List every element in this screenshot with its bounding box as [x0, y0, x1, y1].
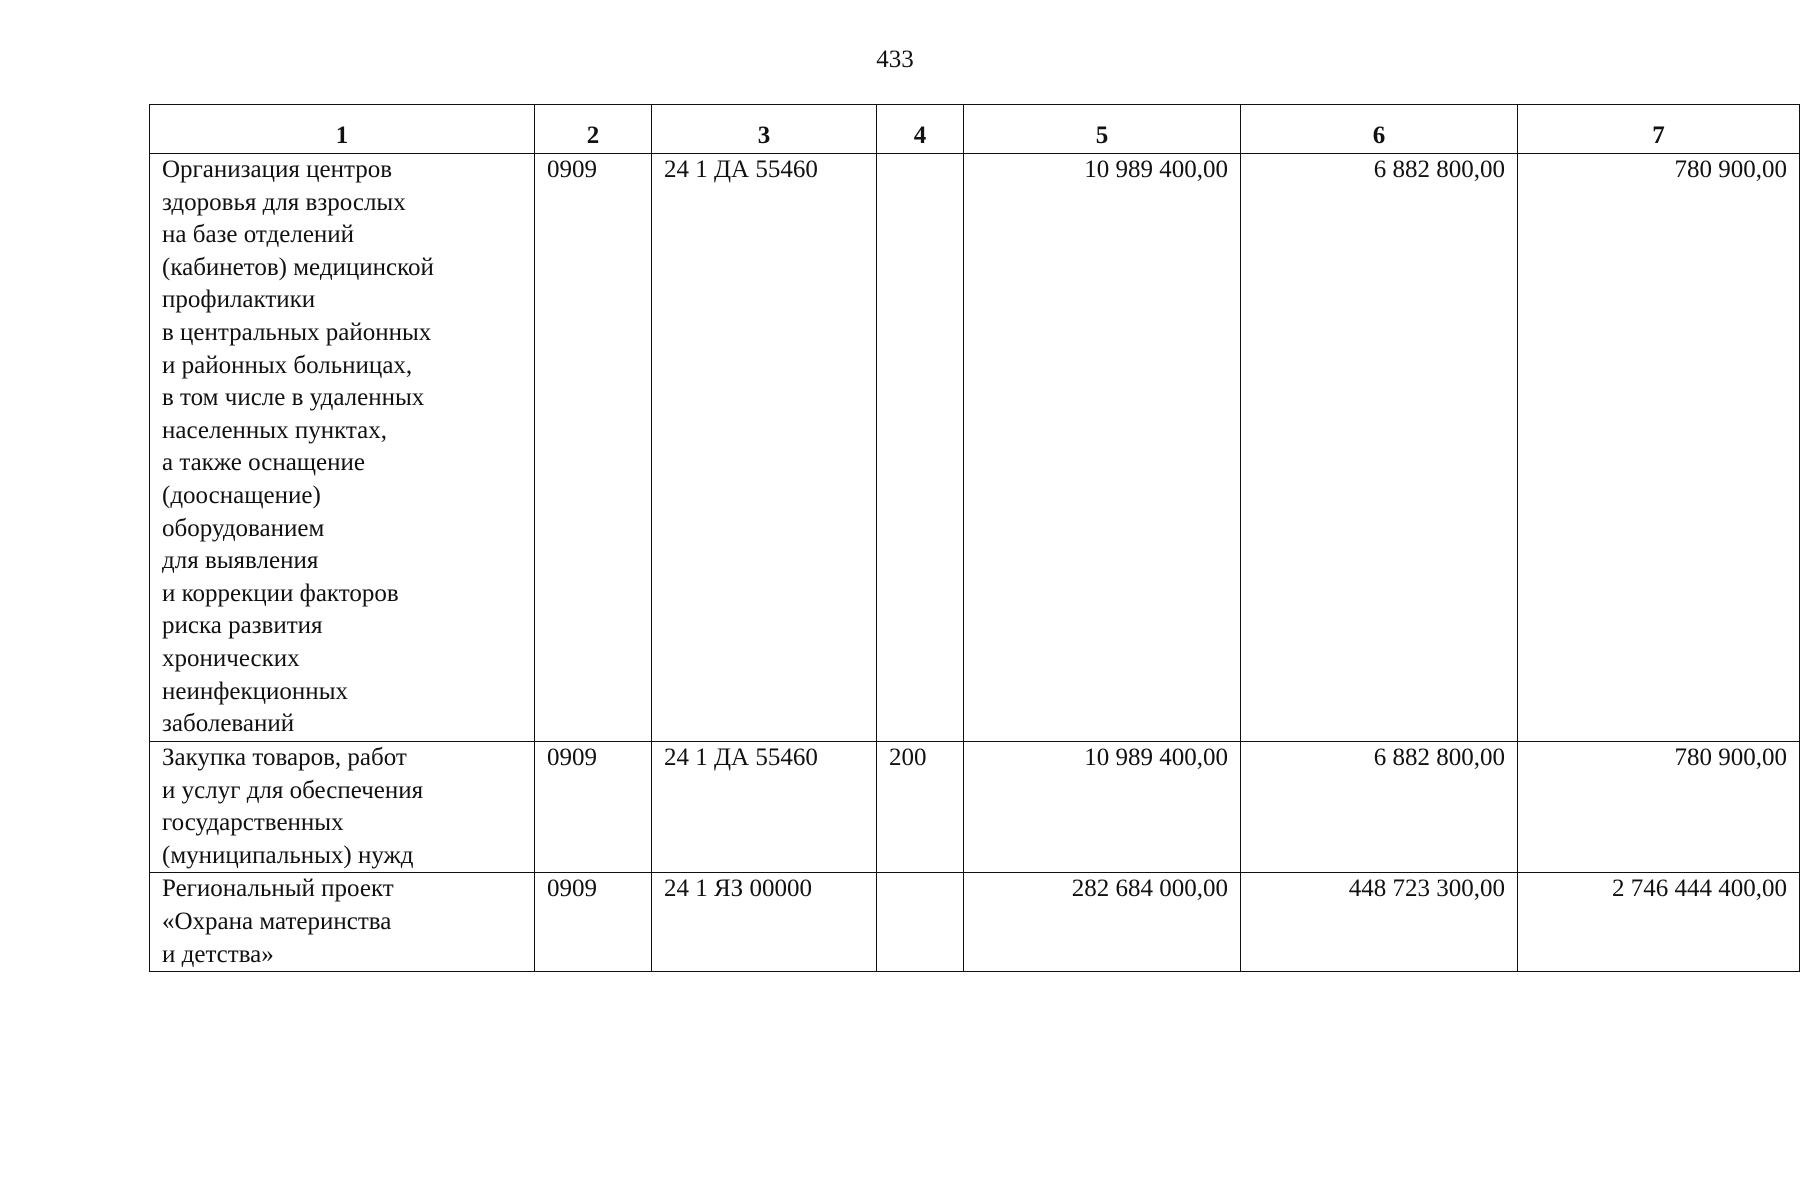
- table-row: [150, 154, 1800, 742]
- row-expense-type: 200: [877, 742, 964, 873]
- column-header-7: 7: [1518, 105, 1800, 154]
- row-value-5: 282 684 000,00: [964, 873, 1241, 972]
- column-header-5: 5: [964, 105, 1241, 154]
- row-target-code: 24 1 ДА 55460: [652, 154, 877, 742]
- page-number: 433: [876, 46, 914, 73]
- row-value-6: 6 882 800,00: [1241, 154, 1518, 742]
- row-value-6: 448 723 300,00: [1241, 873, 1518, 972]
- row-target-code: 24 1 ДА 55460: [652, 742, 877, 873]
- row-name: Закупка товаров, работ и услуг для обеспечения государственных (муниципальных) нужд: [150, 742, 535, 873]
- row-value-7: 780 900,00: [1518, 742, 1800, 873]
- column-header-6: 6: [1241, 105, 1518, 154]
- row-value-7: 2 746 444 400,00: [1518, 873, 1800, 972]
- row-expense-type: [877, 873, 964, 972]
- row-value-5: 10 989 400,00: [964, 742, 1241, 873]
- row-value-7: 780 900,00: [1518, 154, 1800, 742]
- table-row: [150, 742, 1800, 873]
- row-section-code: 0909: [535, 154, 652, 742]
- column-header-4: 4: [877, 105, 964, 154]
- row-name: Организация центров здоровья для взрослых на базе отделений (кабинетов) медицинской профилактики в центральных районных и районных больницах, в том числе в удаленных населенных пунктах, а также оснащение (дооснащение) оборудованием для выявления и коррекции факторов риска развития хронических неинфекционных заболеваний: [150, 154, 535, 742]
- column-header-1: 1: [150, 105, 535, 154]
- row-section-code: 0909: [535, 873, 652, 972]
- table-row: [150, 873, 1800, 972]
- row-name: Региональный проект «Охрана материнства и детства»: [150, 873, 535, 972]
- budget-table: [149, 104, 1800, 972]
- row-section-code: 0909: [535, 742, 652, 873]
- column-header-2: 2: [535, 105, 652, 154]
- table-header-row: [150, 105, 1800, 154]
- column-header-3: 3: [652, 105, 877, 154]
- row-expense-type: [877, 154, 964, 742]
- row-value-6: 6 882 800,00: [1241, 742, 1518, 873]
- row-value-5: 10 989 400,00: [964, 154, 1241, 742]
- row-target-code: 24 1 ЯЗ 00000: [652, 873, 877, 972]
